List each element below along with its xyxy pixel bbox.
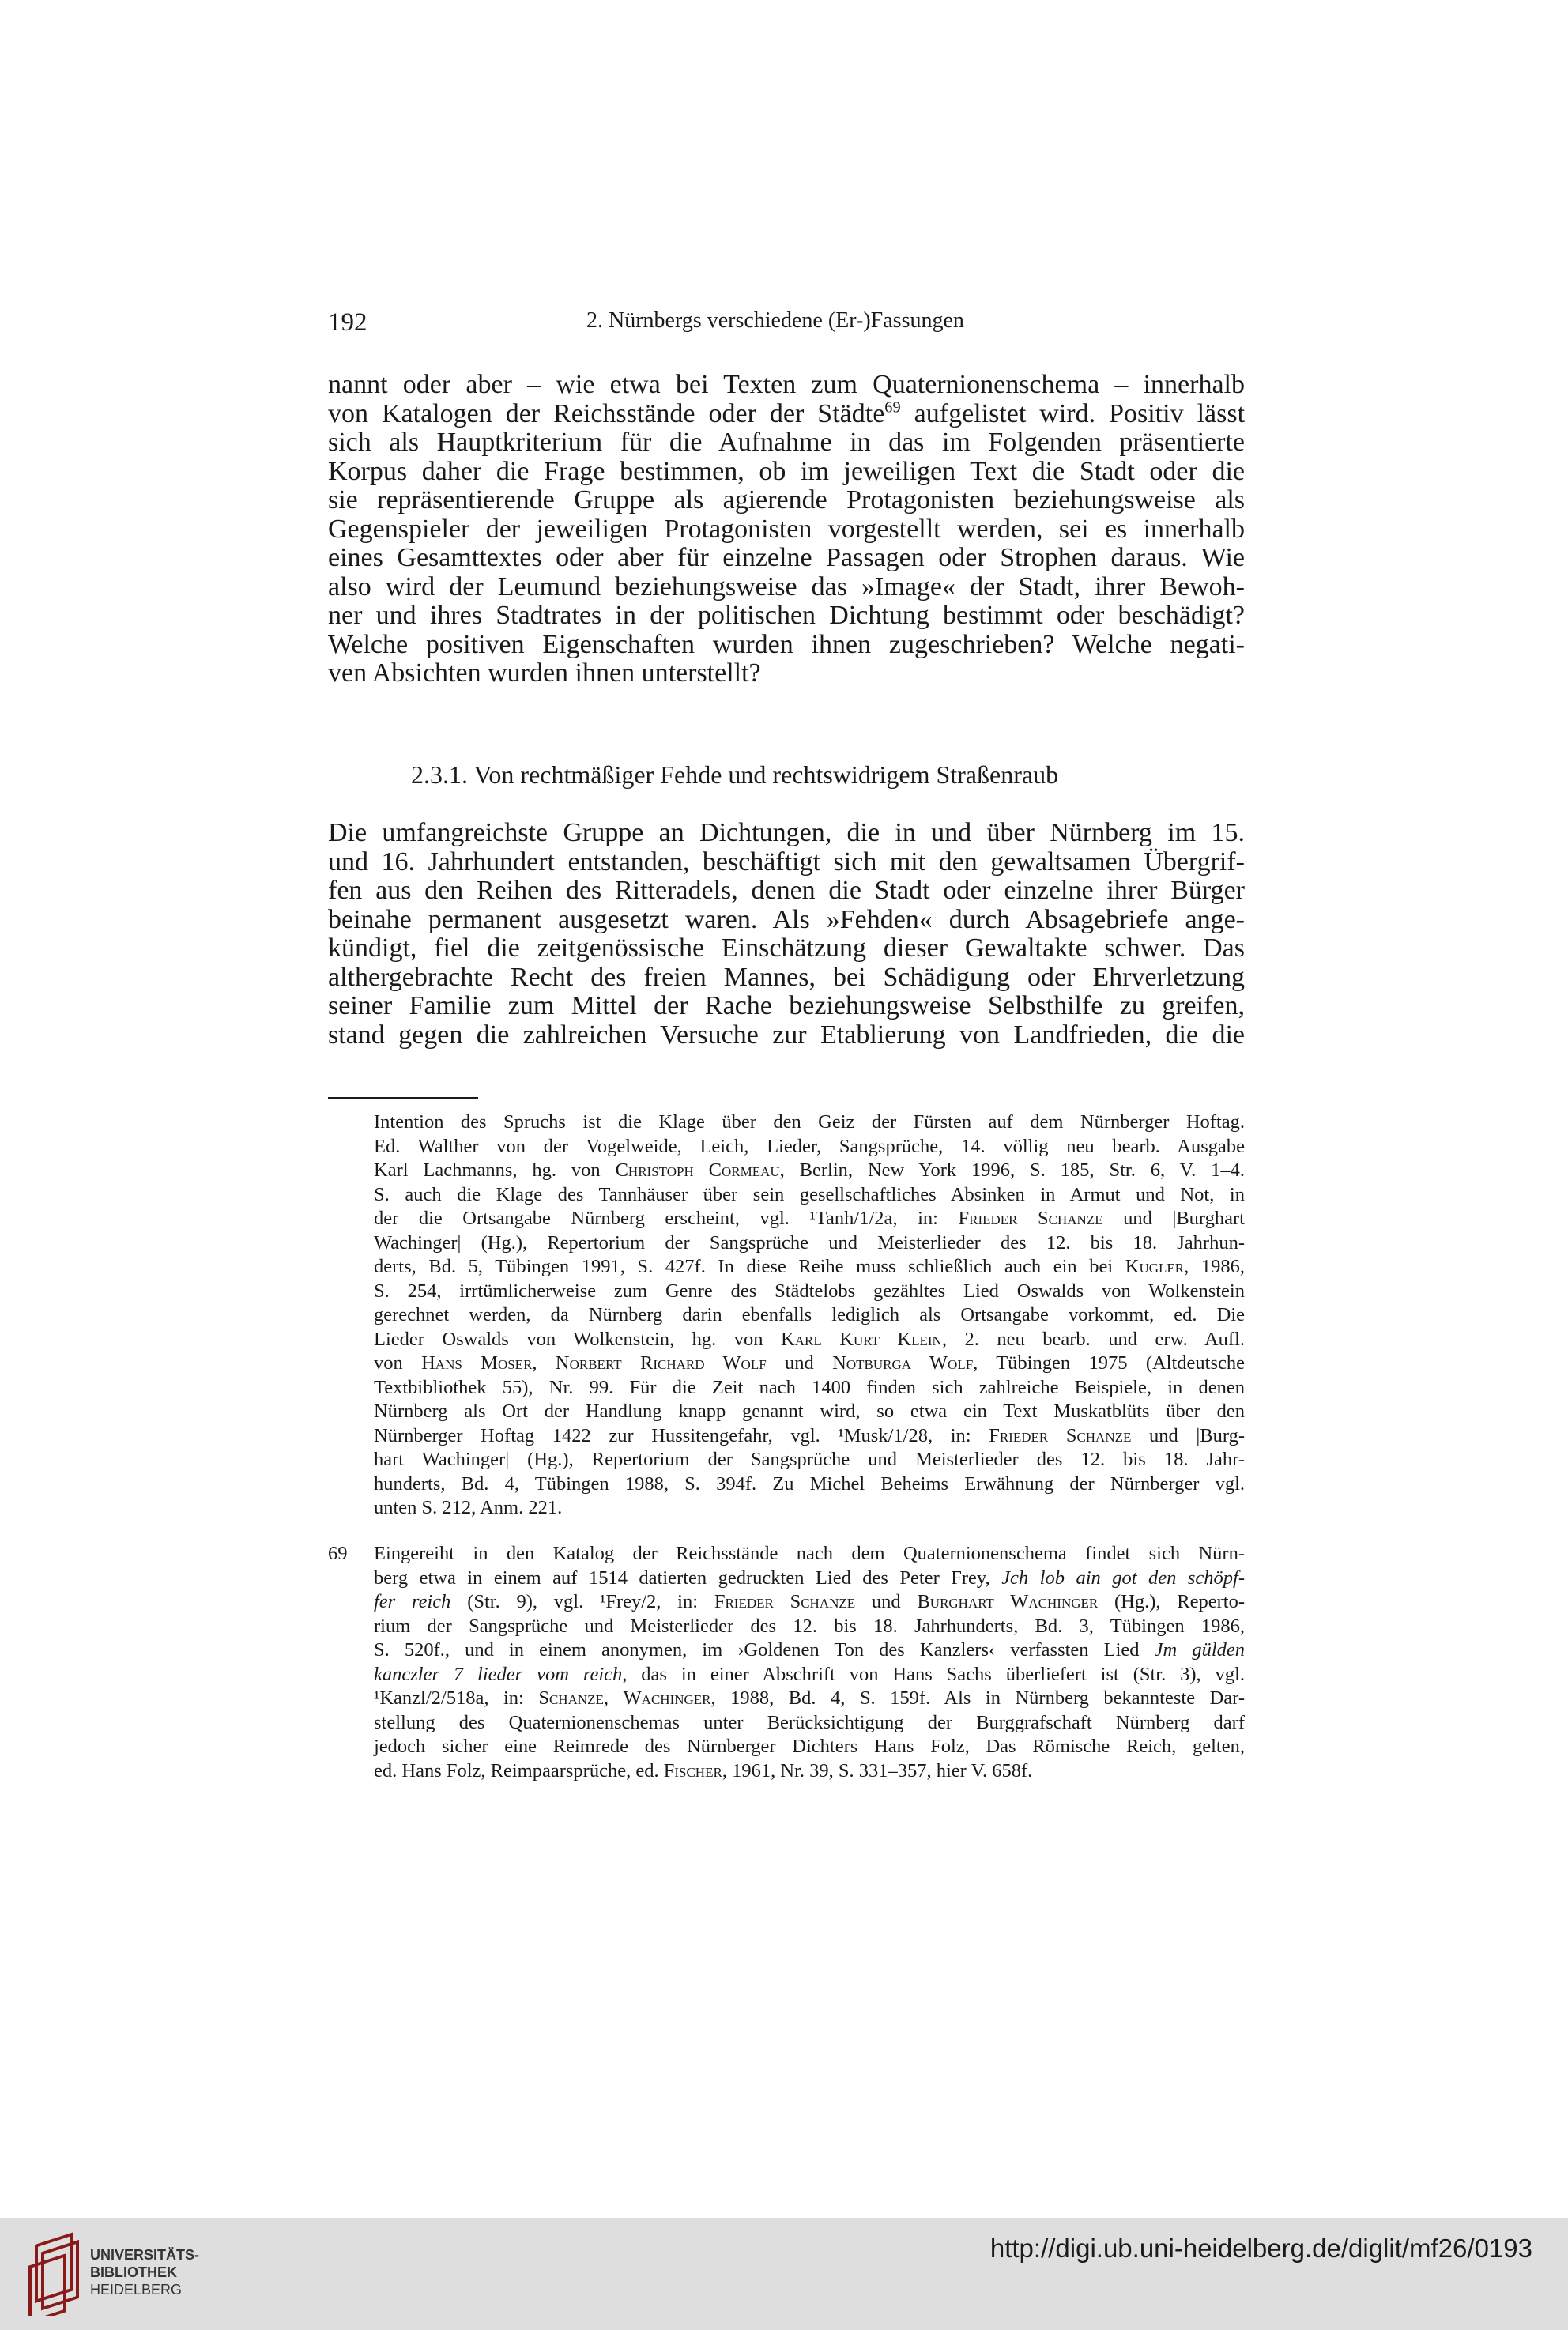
university-library-logo-icon[interactable] [25,2227,82,2316]
footnote-line: hart Wachinger| (Hg.), Repertorium der Sangsprüche und Meisterlieder des 12. bis 18. Jahr- [374,1449,1245,1470]
footnote-line: Ed. Walther von der Vogelweide, Leich, Lieder, Sangsprüche, 14. völlig neu bearb. Ausgabe [374,1135,1245,1157]
library-name-line: BIBLIOTHEK [90,2264,177,2280]
footnote-ref-69[interactable]: 69 [884,398,901,417]
footnote-line: Nürnberger Hoftag 1422 zur Hussitengefahr, vgl. ¹Musk/1/28, in: Frieder Schanze und |Burg- [374,1424,1246,1446]
footnote-line: der die Ortsangabe Nürnberg erscheint, vgl. ¹Tanh/1/2a, in: Frieder Schanze und |Burghart [374,1208,1245,1229]
footnote-line: ¹Kanzl/2/518a, in: Schanze, Wachinger, 1988, Bd. 4, S. 159f. Als in Nürnberg bekannteste Dar- [374,1687,1245,1709]
text-line: fen aus den Reihen des Ritteradels, denen die Stadt oder einzelne ihrer Bürger [328,876,1245,905]
text-line: beinahe permanent ausgesetzt waren. Als »Fehden« durch Absagebriefe ange- [328,904,1245,934]
footnote-line: fer reich (Str. 9), vgl. ¹Frey/2, in: Frieder Schanze und Burghart Wachinger (Hg.), Reperto- [374,1591,1245,1612]
running-head: 2. Nürnbergs verschiedene (Er-)Fassungen [586,308,964,333]
footnote-line: ed. Hans Folz, Reimpaarsprüche, ed. Fischer, 1961, Nr. 39, S. 331–357, hier V. 658f. [374,1759,1033,1781]
library-name-line: HEIDELBERG [90,2282,183,2298]
footnote-line: jedoch sicher eine Reimrede des Nürnberger Dichters Hans Folz, Das Römische Reich, gelten, [374,1736,1245,1757]
footnote-line: rium der Sangsprüche und Meisterlieder des 12. bis 18. Jahrhunderts, Bd. 3, Tübingen 1986, [374,1615,1245,1637]
text-line: sich als Hauptkriterium für die Aufnahme in das im Folgenden präsentierte [328,428,1245,457]
text-line: Welche positiven Eigenschaften wurden ihnen zugeschrieben? Welche negati- [328,629,1245,659]
source-url-link[interactable]: http://digi.ub.uni-heidelberg.de/diglit/mf26/0193 [989,2234,1532,2263]
text-line: nannt oder aber – wie etwa bei Texten zum Quaternionenschema – innerhalb [328,370,1245,399]
text-line: Korpus daher die Frage bestimmen, ob im jeweiligen Text die Stadt oder die [328,456,1245,486]
footnote-line: Lieder Oswalds von Wolkenstein, hg. von Karl Kurt Klein, 2. neu bearb. und erw. Aufl. [374,1328,1245,1350]
footnote-line: unten S. 212, Anm. 221. [374,1497,563,1518]
text-line: von Katalogen der Reichsstände oder der Städte$^{69}$ aufgelistet wird. Positiv lässt [328,398,1246,428]
text-line: Die umfangreichste Gruppe an Dichtungen, die in und über Nürnberg im 15. [328,818,1245,847]
footnote-line: S. 254, irrtümlicherweise zum Genre des Städtelobs gezähltes Lied Oswalds von Wolkenstein [374,1280,1245,1302]
footnote-line: S. 520f., und in einem anonymen, im ›Goldenen Ton des Kanzlers‹ verfassten Lied Jm gülden [374,1639,1245,1661]
footnote-line: gerechnet werden, da Nürnberg darin ebenfalls lediglich als Ortsangabe vorkommt, ed. Die [374,1304,1245,1325]
footnote-line: Nürnberg als Ort der Handlung knapp genannt wird, so etwa ein Text Muskatblüts über den [374,1401,1245,1422]
footnote-line: Karl Lachmanns, hg. von Christoph Cormeau, Berlin, New York 1996, S. 185, Str. 6, V. 1–4. [374,1159,1245,1181]
library-name [90,2246,199,2298]
section-heading: 2.3.1. Von rechtmäßiger Fehde und rechtswidrigem Straßenraub [411,760,1059,789]
text-line: sie repräsentierende Gruppe als agierende Protagonisten beziehungsweise als [328,485,1245,515]
footnote-line: hunderts, Bd. 4, Tübingen 1988, S. 394f. Zu Michel Beheims Erwähnung der Nürnberger vgl. [374,1472,1245,1495]
footnote-separator [328,1097,478,1099]
footnote-69-number: 69 [328,1543,348,1564]
footnote-line: von Hans Moser, Norbert Richard Wolf und Notburga Wolf, Tübingen 1975 (Altdeutsche [374,1352,1246,1374]
body-paragraph-1 [328,371,1245,688]
text-line: Gegenspieler der jeweiligen Protagonisten vorgestellt werden, sei es innerhalb [328,514,1245,544]
footnote-line: derts, Bd. 5, Tübingen 1991, S. 427f. In diese Reihe muss schließlich auch ein bei Kugler, 1986, [374,1256,1245,1277]
page-number: 192 [328,308,368,337]
footnote-69-text [374,1542,1245,1783]
text-line: kündigt, fiel die zeitgenössische Einschätzung dieser Gewaltakte schwer. Das [328,933,1245,963]
footnote-line: kanczler 7 lieder vom reich, das in einer Abschrift von Hans Sachs überliefert ist (Str. 3), vgl. [374,1663,1245,1685]
text-line: stand gegen die zahlreichen Versuche zur Etablierung von Landfrieden, die die [328,1020,1245,1050]
text-line: althergebrachte Recht des freien Mannes, bei Schädigung oder Ehrverletzung [328,962,1245,992]
text-line: ner und ihres Stadtrates in der politischen Dichtung bestimmt oder beschädigt? [328,601,1245,630]
footnote-line: Intention des Spruchs ist die Klage über den Geiz der Fürsten auf dem Nürnberger Hoftag. [374,1111,1245,1133]
body-paragraph-2 [328,819,1245,1050]
footnote-continued [374,1110,1245,1521]
text-line: seiner Familie zum Mittel der Rache beziehungsweise Selbsthilfe zu greifen, [328,991,1245,1020]
footnote-line: Eingereiht in den Katalog der Reichsstände nach dem Quaternionenschema findet sich Nürn- [374,1543,1245,1564]
library-name-line: UNIVERSITÄTS- [90,2247,200,2263]
footnote-line: S. auch die Klage des Tannhäuser über sein gesellschaftliches Absinken in Armut und Not, in [374,1183,1245,1205]
text-line: ven Absichten wurden ihnen unterstellt? [328,658,761,688]
footnote-line: stellung des Quaternionenschemas unter Berücksichtigung der Burggrafschaft Nürnberg darf [374,1711,1245,1733]
text-line: und 16. Jahrhundert entstanden, beschäftigt sich mit den gewaltsamen Übergrif- [328,846,1245,877]
text-line: also wird der Leumund beziehungsweise das »Image« der Stadt, ihrer Bewoh- [328,571,1245,601]
footnote-line: Wachinger| (Hg.), Repertorium der Sangsprüche und Meisterlieder des 12. bis 18. Jahrhun- [374,1231,1245,1254]
footnote-line: berg etwa in einem auf 1514 datierten gedruckten Lied des Peter Frey, Jch lob ain got den schöpf- [374,1567,1246,1589]
text-line: eines Gesamttextes oder aber für einzelne Passagen oder Strophen daraus. Wie [328,543,1245,572]
footnote-line: Textbibliothek 55), Nr. 99. Für die Zeit nach 1400 finden sich zahlreiche Beispiele, in denen [374,1376,1245,1398]
